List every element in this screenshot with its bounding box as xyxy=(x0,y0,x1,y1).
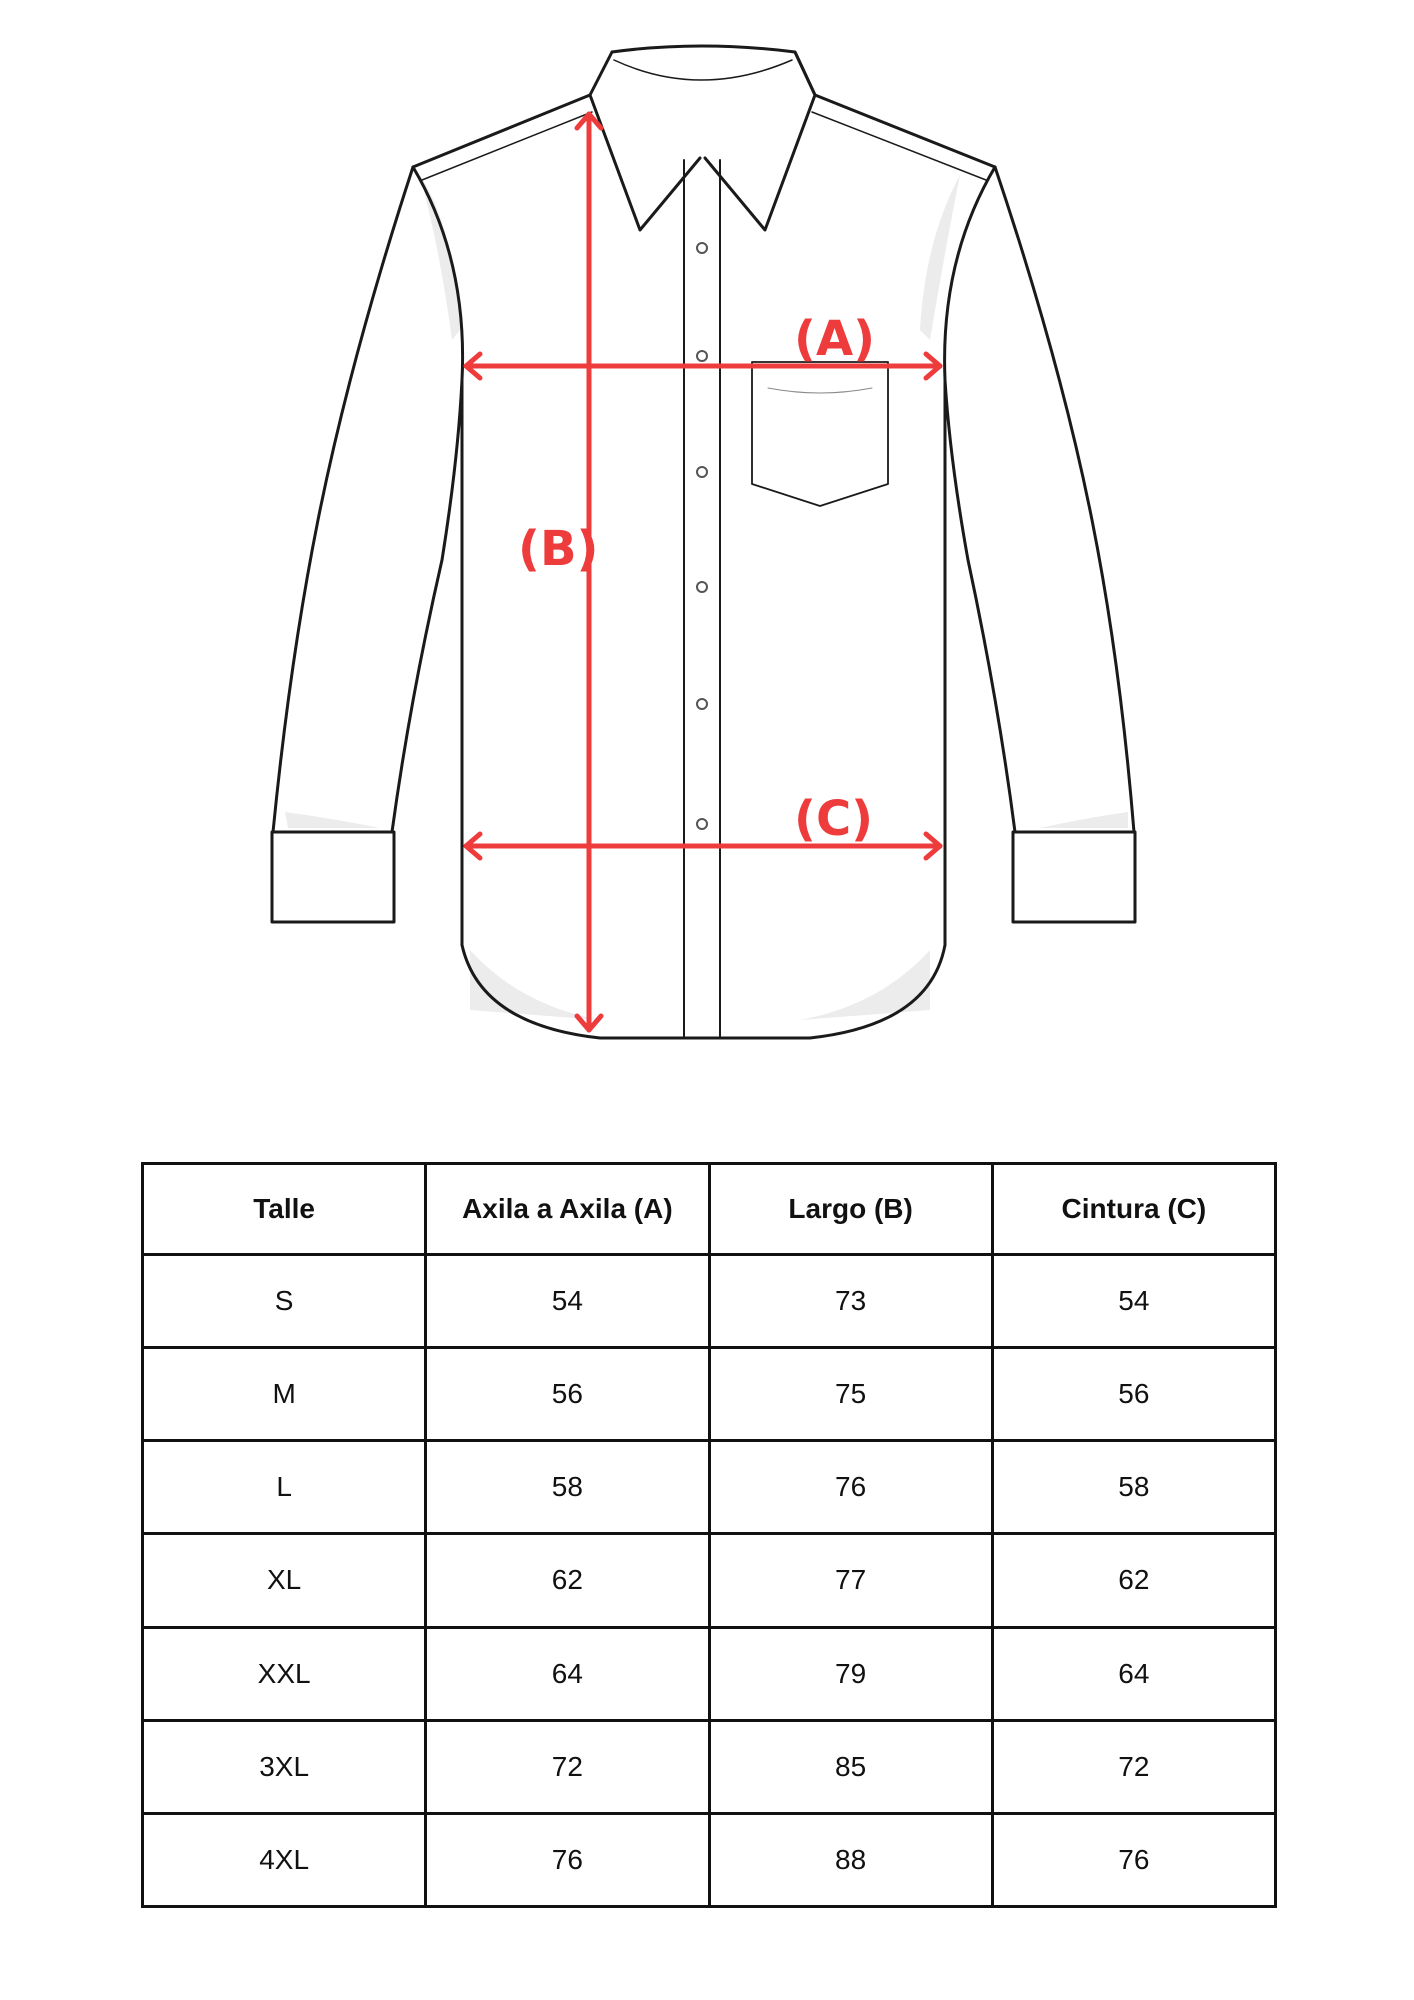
shirt-outline xyxy=(272,46,1135,1038)
cell-axila: 72 xyxy=(426,1720,709,1813)
right-shoulder xyxy=(815,95,995,167)
cell-cintura: 76 xyxy=(992,1813,1275,1906)
cell-axila: 76 xyxy=(426,1813,709,1906)
cell-cintura: 54 xyxy=(992,1255,1275,1348)
header-axila: Axila a Axila (A) xyxy=(426,1164,709,1255)
cell-axila: 54 xyxy=(426,1255,709,1348)
shirt-shading xyxy=(285,175,1128,1020)
cell-axila: 56 xyxy=(426,1348,709,1441)
left-shoulder xyxy=(413,95,590,167)
cell-cintura: 72 xyxy=(992,1720,1275,1813)
header-talle: Talle xyxy=(143,1164,426,1255)
table-row xyxy=(143,1627,1276,1720)
table-row xyxy=(143,1720,1276,1813)
cell-size: M xyxy=(143,1348,426,1441)
right-cuff xyxy=(1013,832,1135,922)
shirt-hem xyxy=(462,945,945,1038)
shirt-buttons xyxy=(697,243,707,829)
cell-largo: 75 xyxy=(709,1348,992,1441)
cell-cintura: 56 xyxy=(992,1348,1275,1441)
table-row xyxy=(143,1441,1276,1534)
label-b: (B) xyxy=(518,521,599,577)
cell-size: XXL xyxy=(143,1627,426,1720)
cell-largo: 79 xyxy=(709,1627,992,1720)
cell-size: 4XL xyxy=(143,1813,426,1906)
collar-inner xyxy=(614,60,792,80)
cell-largo: 85 xyxy=(709,1720,992,1813)
table-row xyxy=(143,1534,1276,1627)
label-c: (C) xyxy=(794,791,874,847)
header-largo: Largo (B) xyxy=(709,1164,992,1255)
table-row xyxy=(143,1255,1276,1348)
cell-size: XL xyxy=(143,1534,426,1627)
body-right-side xyxy=(945,167,995,945)
cell-cintura: 64 xyxy=(992,1627,1275,1720)
chest-pocket xyxy=(752,362,888,506)
cell-axila: 62 xyxy=(426,1534,709,1627)
cell-cintura: 58 xyxy=(992,1441,1275,1534)
label-a: (A) xyxy=(794,311,876,367)
size-table xyxy=(141,1162,1277,1908)
cell-size: L xyxy=(143,1441,426,1534)
cell-size: 3XL xyxy=(143,1720,426,1813)
pocket-flap-line xyxy=(768,388,872,393)
table-header-row xyxy=(143,1164,1276,1255)
left-cuff xyxy=(272,832,394,922)
table-row xyxy=(143,1813,1276,1906)
left-yoke xyxy=(422,112,592,180)
cell-largo: 76 xyxy=(709,1441,992,1534)
cell-axila: 58 xyxy=(426,1441,709,1534)
body-left-side xyxy=(413,167,463,945)
cell-axila: 64 xyxy=(426,1627,709,1720)
cell-size: S xyxy=(143,1255,426,1348)
right-yoke xyxy=(812,112,986,180)
header-cintura: Cintura (C) xyxy=(992,1164,1275,1255)
table-row xyxy=(143,1348,1276,1441)
cell-largo: 77 xyxy=(709,1534,992,1627)
cell-cintura: 62 xyxy=(992,1534,1275,1627)
cell-largo: 88 xyxy=(709,1813,992,1906)
cell-largo: 73 xyxy=(709,1255,992,1348)
left-sleeve xyxy=(273,167,462,832)
right-sleeve xyxy=(945,167,1134,832)
